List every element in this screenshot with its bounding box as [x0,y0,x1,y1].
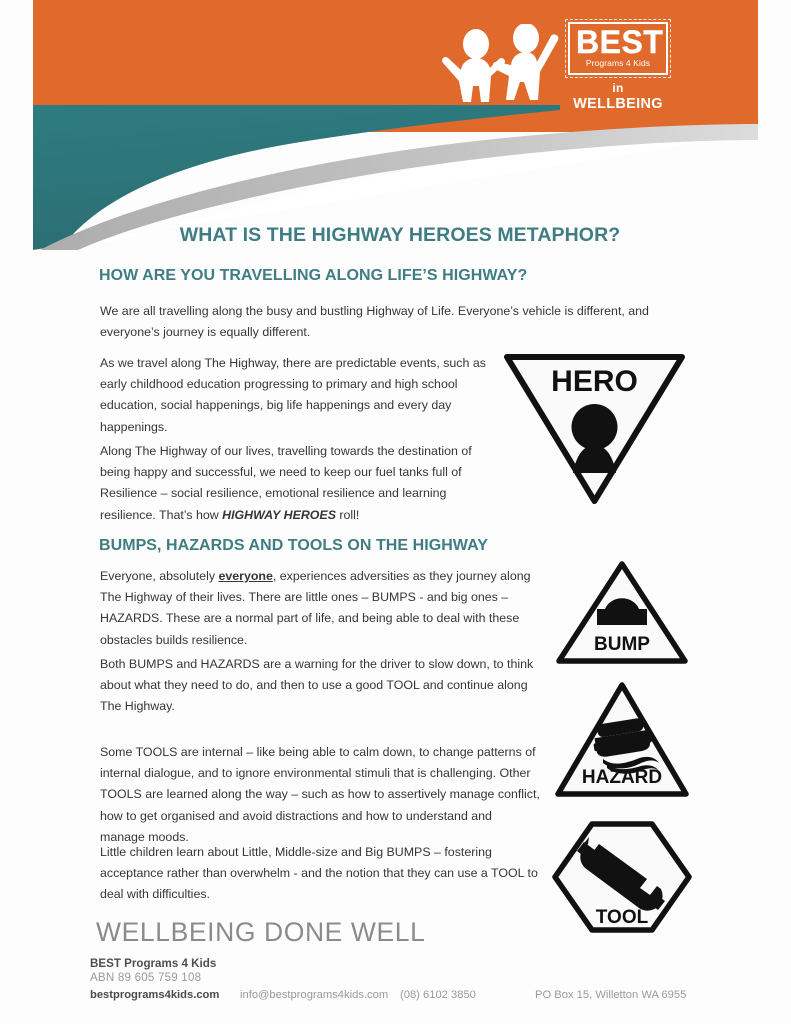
footer-address: PO Box 15, Willetton WA 6955 [535,989,687,1001]
footer-abn: ABN 89 605 759 108 [90,971,202,984]
sign-bump-label: BUMP [594,634,650,655]
sign-hero [497,349,692,509]
footer-company-name: BEST Programs 4 Kids [90,957,217,970]
sign-tool-label: TOOL [595,907,649,928]
sign-hazard [551,677,693,803]
footer-contact-row [90,989,710,1001]
paragraph-predictable-events: As we travel along The Highway, there are predictable events, such as early childhood education progressing to primary and high school education, social happenings, big life happenings and every day happenings. [100,356,486,434]
paragraph-resilience-lead: Along The Highway of our lives, travelling towards the destination of being happy and successful, we need to keep our fuel tanks full of Resilience – social resilience, emotional resilience and learning resilience. That’s how [100,444,472,522]
footer-email[interactable]: info@bestprograms4kids.com [240,989,389,1001]
paragraph-warning: Both BUMPS and HAZARDS are a warning for the driver to slow down, to think about what they need to do, and then to use a good TOOL and continue along The Highway. [100,657,534,714]
emphasis-highway-heroes: HIGHWAY HEROES [222,507,336,522]
badge-frame [568,22,668,75]
header-banner [0,0,791,250]
sign-hazard-label: HAZARD [581,767,663,788]
brand-logo [430,22,690,114]
sign-tool [548,818,696,936]
footer-phone[interactable]: (08) 6102 3850 [400,989,476,1001]
badge-tag-prefix: in [612,81,624,95]
footer-website[interactable]: bestprograms4kids.com [90,989,220,1001]
paragraph-little-children: Little children learn about Little, Middle-size and Big BUMPS – fostering acceptance rather than overwhelm - and the notion that they can use a TOOL to deal with difficulties. [100,845,538,902]
sign-bump [552,557,692,669]
paragraph-everyone-lead: Everyone, absolutely [100,569,219,583]
emphasis-everyone: everyone [218,569,273,583]
paragraph-resilience-tail: roll! [335,507,360,522]
paragraph-tools: Some TOOLS are internal – like being able to calm down, to change patterns of internal dialogue, and to ignore environmental stimuli that is challenging. Other TOOLS are learned along the way – such as how to assertively manage conflict, how to get organised and avoid distractions and how to understand and manage moods. [100,745,540,844]
best-badge [568,22,690,114]
section-heading-bumps-hazards-tools: BUMPS, HAZARDS AND TOOLS ON THE HIGHWAY [99,537,488,554]
badge-title: BEST [576,24,664,60]
paragraph-everyone-tail: , experiences adversities as they journey along The Highway of their lives. There are little ones – BUMPS - and big ones – HAZARDS. These are a normal part of life, and being able to deal with these obstacles builds resilience. [100,569,531,647]
section-heading-how-are-you-travelling: HOW ARE YOU TRAVELLING ALONG LIFE’S HIGHWAY? [99,267,528,284]
page-title: WHAT IS THE HIGHWAY HEROES METAPHOR? [179,224,621,246]
badge-subtitle: Programs 4 Kids [585,58,651,68]
person-silhouette-icon [572,404,618,473]
badge-tag-word: WELLBEING [573,96,663,112]
paragraph-resilience [100,441,500,526]
paragraph-everyone [100,566,548,651]
paragraph-highway-of-life: We are all travelling along the busy and bustling Highway of Life. Everyone’s vehicle is different, and everyone’s journey is equally different. [100,304,649,340]
badge-tagline [568,80,668,112]
sign-hero-label: HERO [551,365,638,398]
footer-tagline: WELLBEING DONE WELL [96,917,426,947]
two-children-figures-icon [430,24,562,104]
